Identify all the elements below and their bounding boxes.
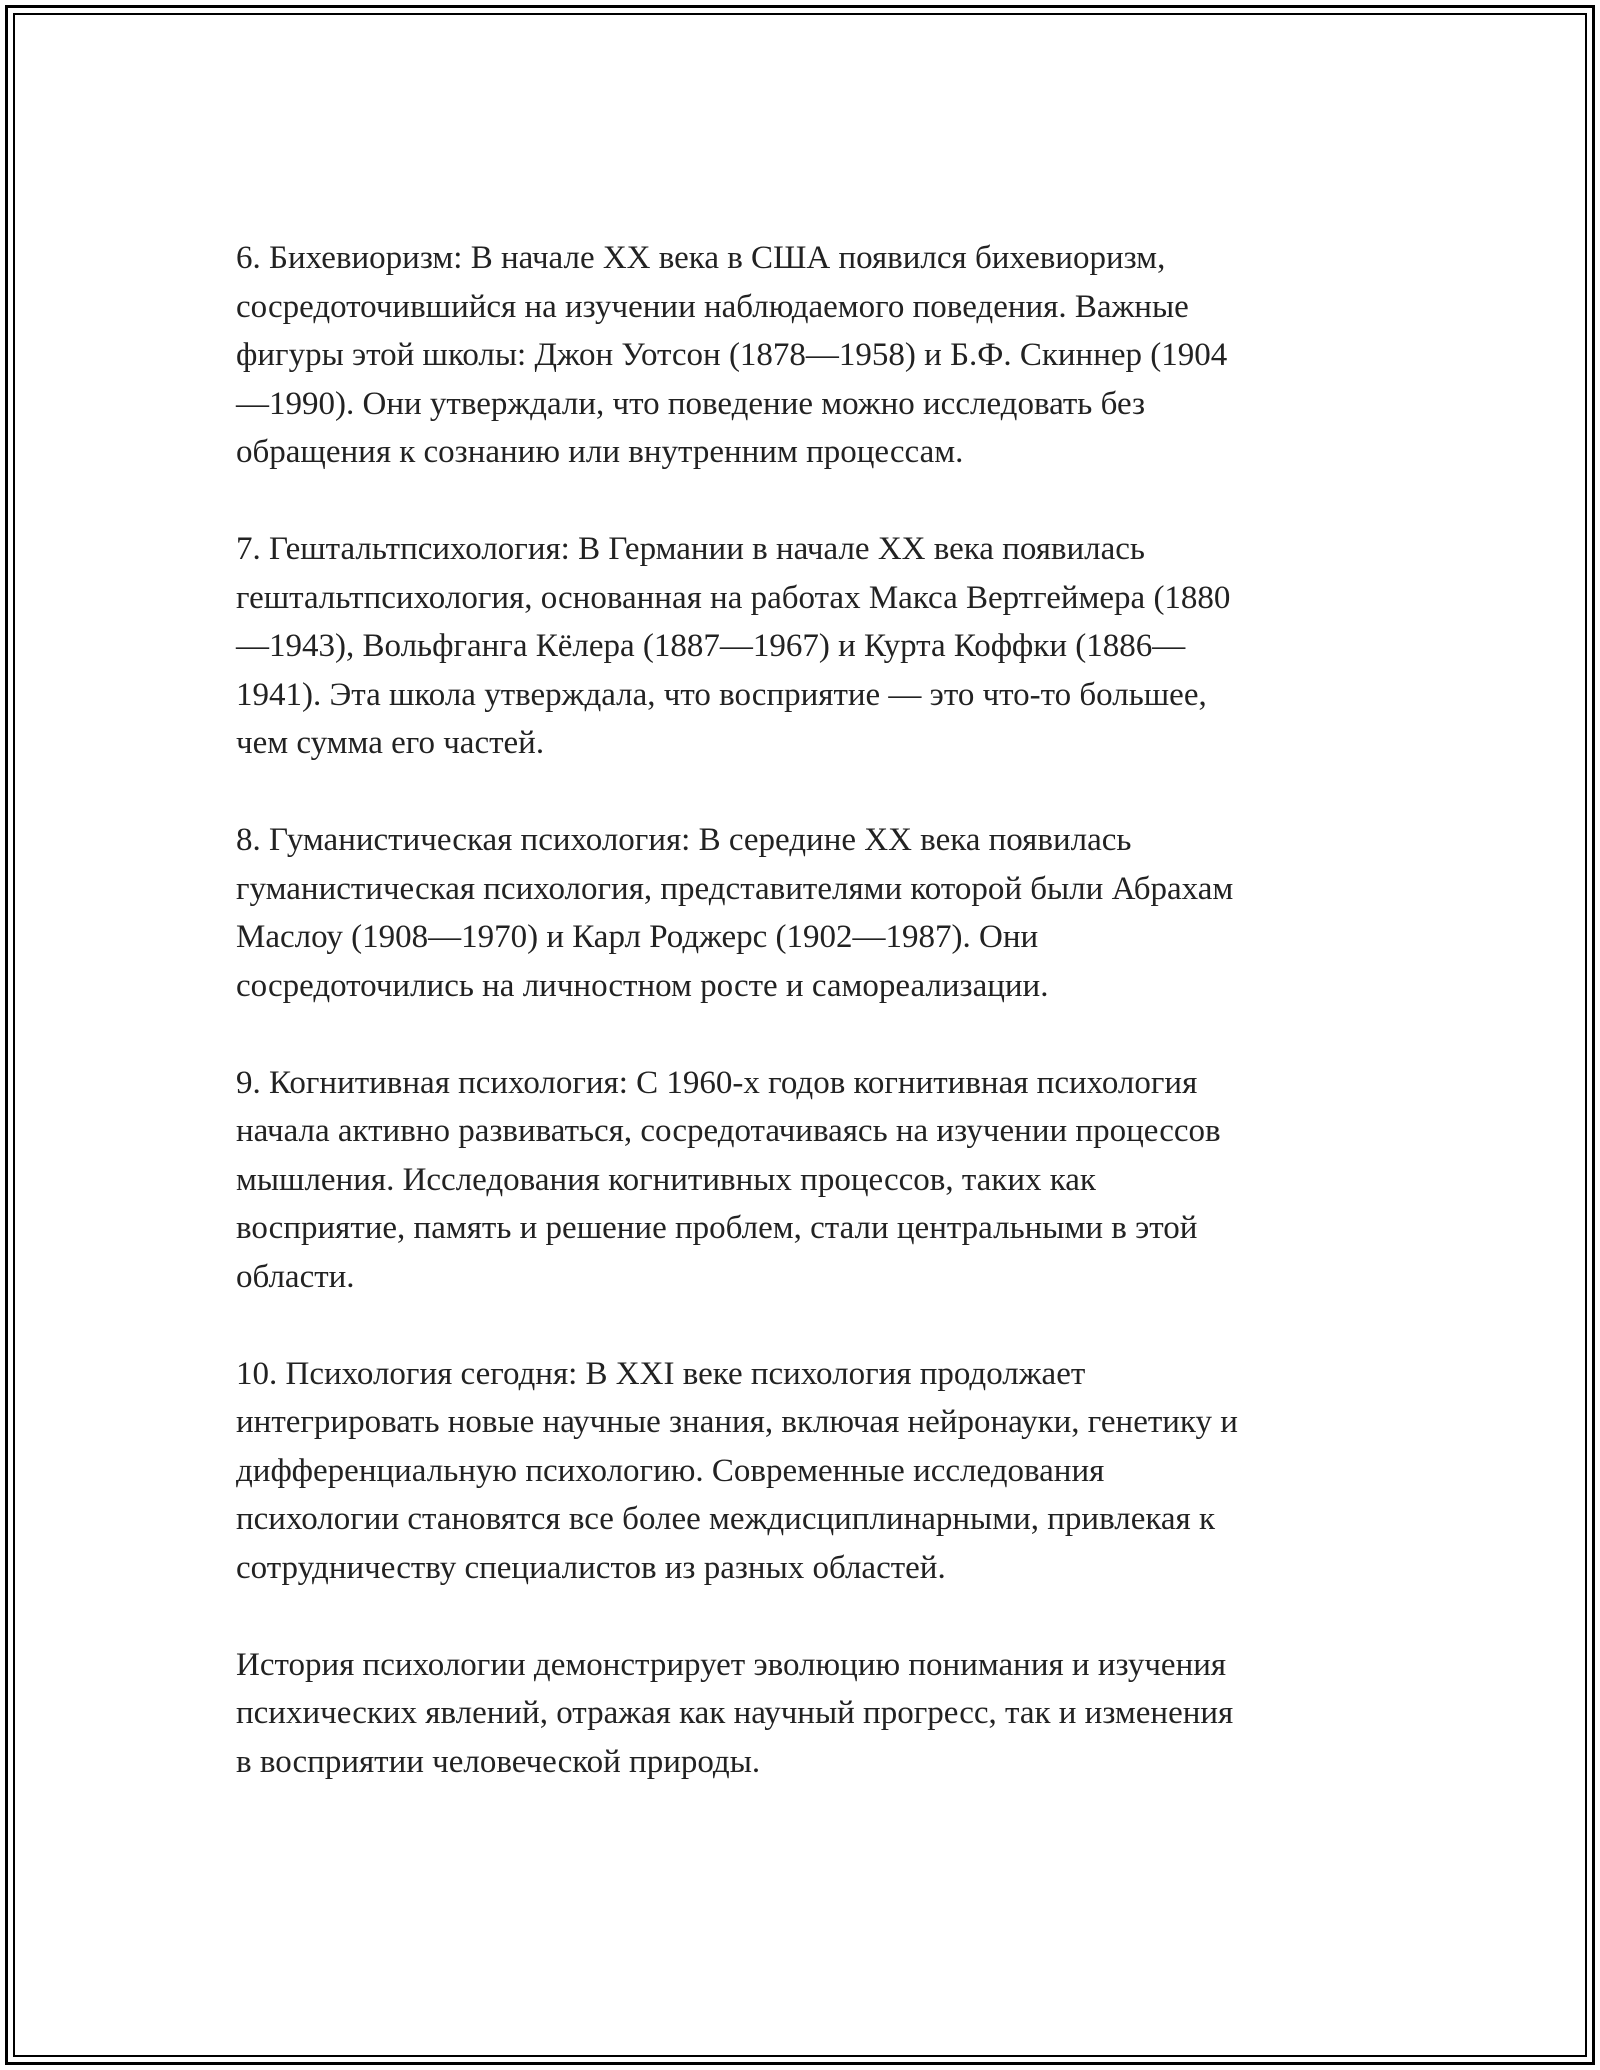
paragraph-psychology-today: 10. Психология сегодня: В XXI веке психология продолжает интегрировать новые научные знания, включая нейронауки, генетику и дифференциальную психологию. Современные исследования психологии становятся все более междисциплинарными, привлекая к сотрудничеству специалистов из разных областей. [236, 1355, 1238, 1586]
paragraph-humanistic-psychology: 8. Гуманистическая психология: В середине XX века появилась гуманистическая психология, представителями которой были Абрахам Маслоу (1908—1970) и Карл Роджерс (1902—1987). Они сосредоточились на личностном росте и самореализации. [236, 822, 1234, 1004]
paragraph-conclusion: История психологии демонстрирует эволюцию понимания и изучения психических явлений, отражая как научный прогресс, так и изменения в восприятии человеческой природы. [236, 1646, 1234, 1780]
paragraph-cognitive-psychology: 9. Когнитивная психология: С 1960-х годов когнитивная психология начала активно развиваться, сосредотачиваясь на изучении процессов мышления. Исследования когнитивных процессов, таких как восприятие, память и решение проблем, стали центральными в этой области. [236, 1064, 1221, 1295]
document-body [236, 234, 1366, 1786]
paragraph-behaviorism: 6. Бихевиоризм: В начале XX века в США появился бихевиоризм, сосредоточившийся на изучении наблюдаемого поведения. Важные фигуры этой школы: Джон Уотсон (1878—1958) и Б.Ф. Скиннер (1904 —1990). Они утверждали, что поведение можно исследовать без обращения к сознанию или внутренним процессам. [236, 240, 1228, 470]
paragraph-gestalt-psychology: 7. Гештальтпсихология: В Германии в начале XX века появилась гештальтпсихология, основанная на работах Макса Вертгеймера (1880 —1943), Вольфганга Кёлера (1887—1967) и Курта Коффки (1886— 1941). Эта школа утверждала, что восприятие — это что-то большее, чем сумма его частей. [236, 531, 1231, 761]
